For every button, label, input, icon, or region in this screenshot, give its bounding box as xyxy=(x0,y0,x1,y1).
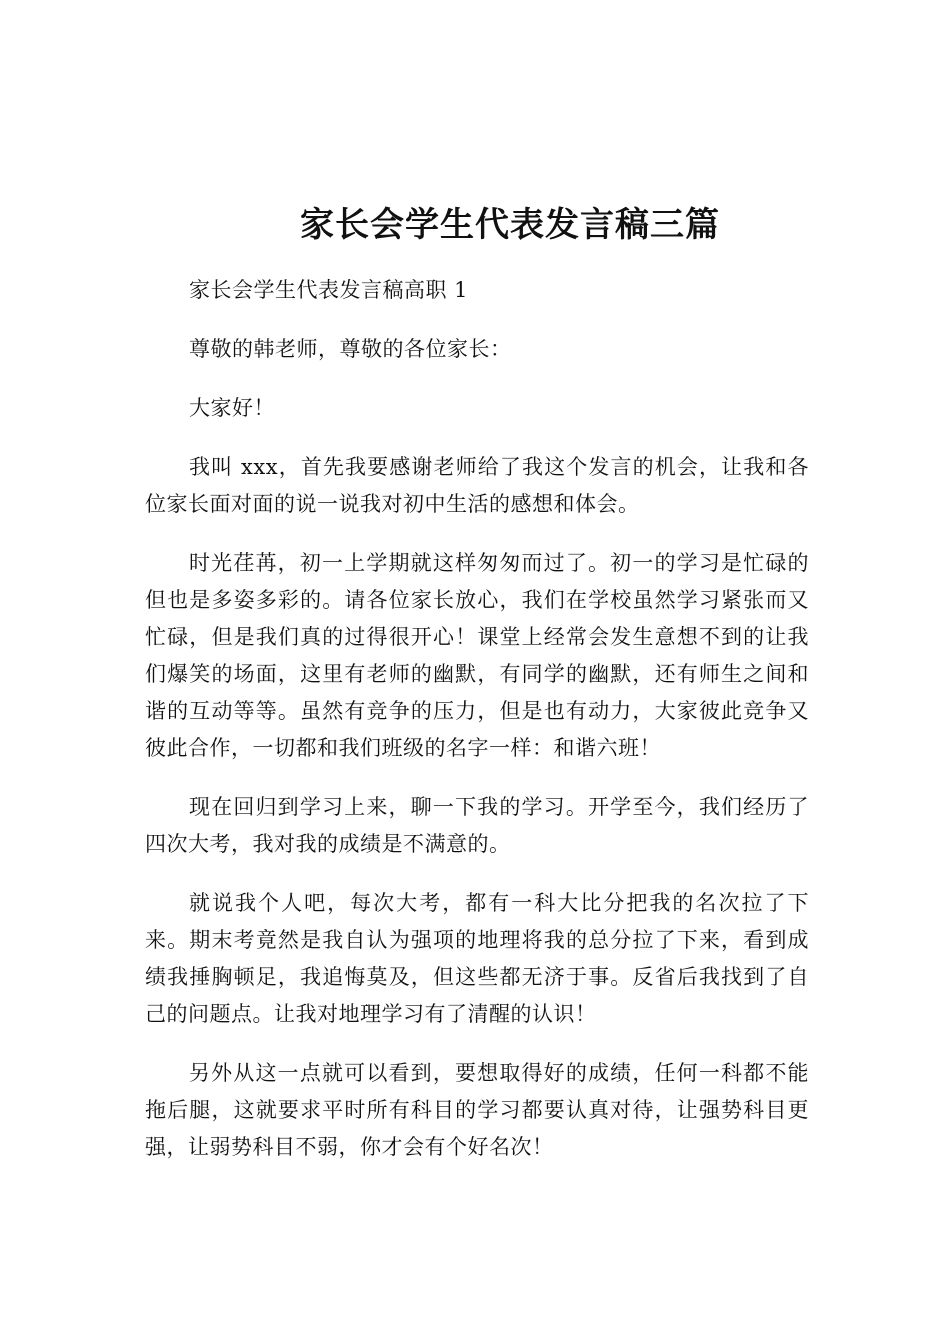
paragraph-study: 现在回归到学习上来，聊一下我的学习。开学至今，我们经历了四次大考，我对我的成绩是不满意的。 xyxy=(145,795,809,856)
paragraph-school-life: 时光荏苒，初一上学期就这样匆匆而过了。初一的学习是忙碌的但也是多姿多彩的。请各位家长放心，我们在学校虽然学习紧张而又忙碌，但是我们真的过得很开心！课堂上经常会发生意想不到的让我们爆笑的场面，这里有老师的幽默，有同学的幽默，还有师生之间和谐的互动等等。虽然有竞争的压力，但是也有动力，大家彼此竞争又彼此合作，一切都和我们班级的名字一样：和谐六班！ xyxy=(145,551,809,760)
paragraph-subtitle: 家长会学生代表发言稿高职 1 xyxy=(189,278,469,302)
paragraph-salutation: 尊敬的韩老师，尊敬的各位家长： xyxy=(189,337,512,361)
document-title: 家长会学生代表发言稿三篇 xyxy=(300,205,720,245)
document-body xyxy=(145,272,809,1188)
paragraph-exams: 就说我个人吧，每次大考，都有一科大比分把我的名次拉了下来。期末考竟然是我自认为强项的地理将我的总分拉了下来，看到成绩我捶胸顿足，我追悔莫及，但这些都无济于事。反省后我找到了自己的问题点。让我对地理学习有了清醒的认识！ xyxy=(145,891,809,1026)
paragraph-greeting: 大家好！ xyxy=(189,396,275,420)
paragraph-conclusion: 另外从这一点就可以看到，要想取得好的成绩，任何一科都不能拖后腿，这就要求平时所有科目的学习都要认真对待，让强势科目更强，让弱势科目不弱，你才会有个好名次！ xyxy=(145,1061,809,1159)
paragraph-introduction: 我叫 xxx，首先我要感谢老师给了我这个发言的机会，让我和各位家长面对面的说一说我对初中生活的感想和体会。 xyxy=(145,455,809,516)
